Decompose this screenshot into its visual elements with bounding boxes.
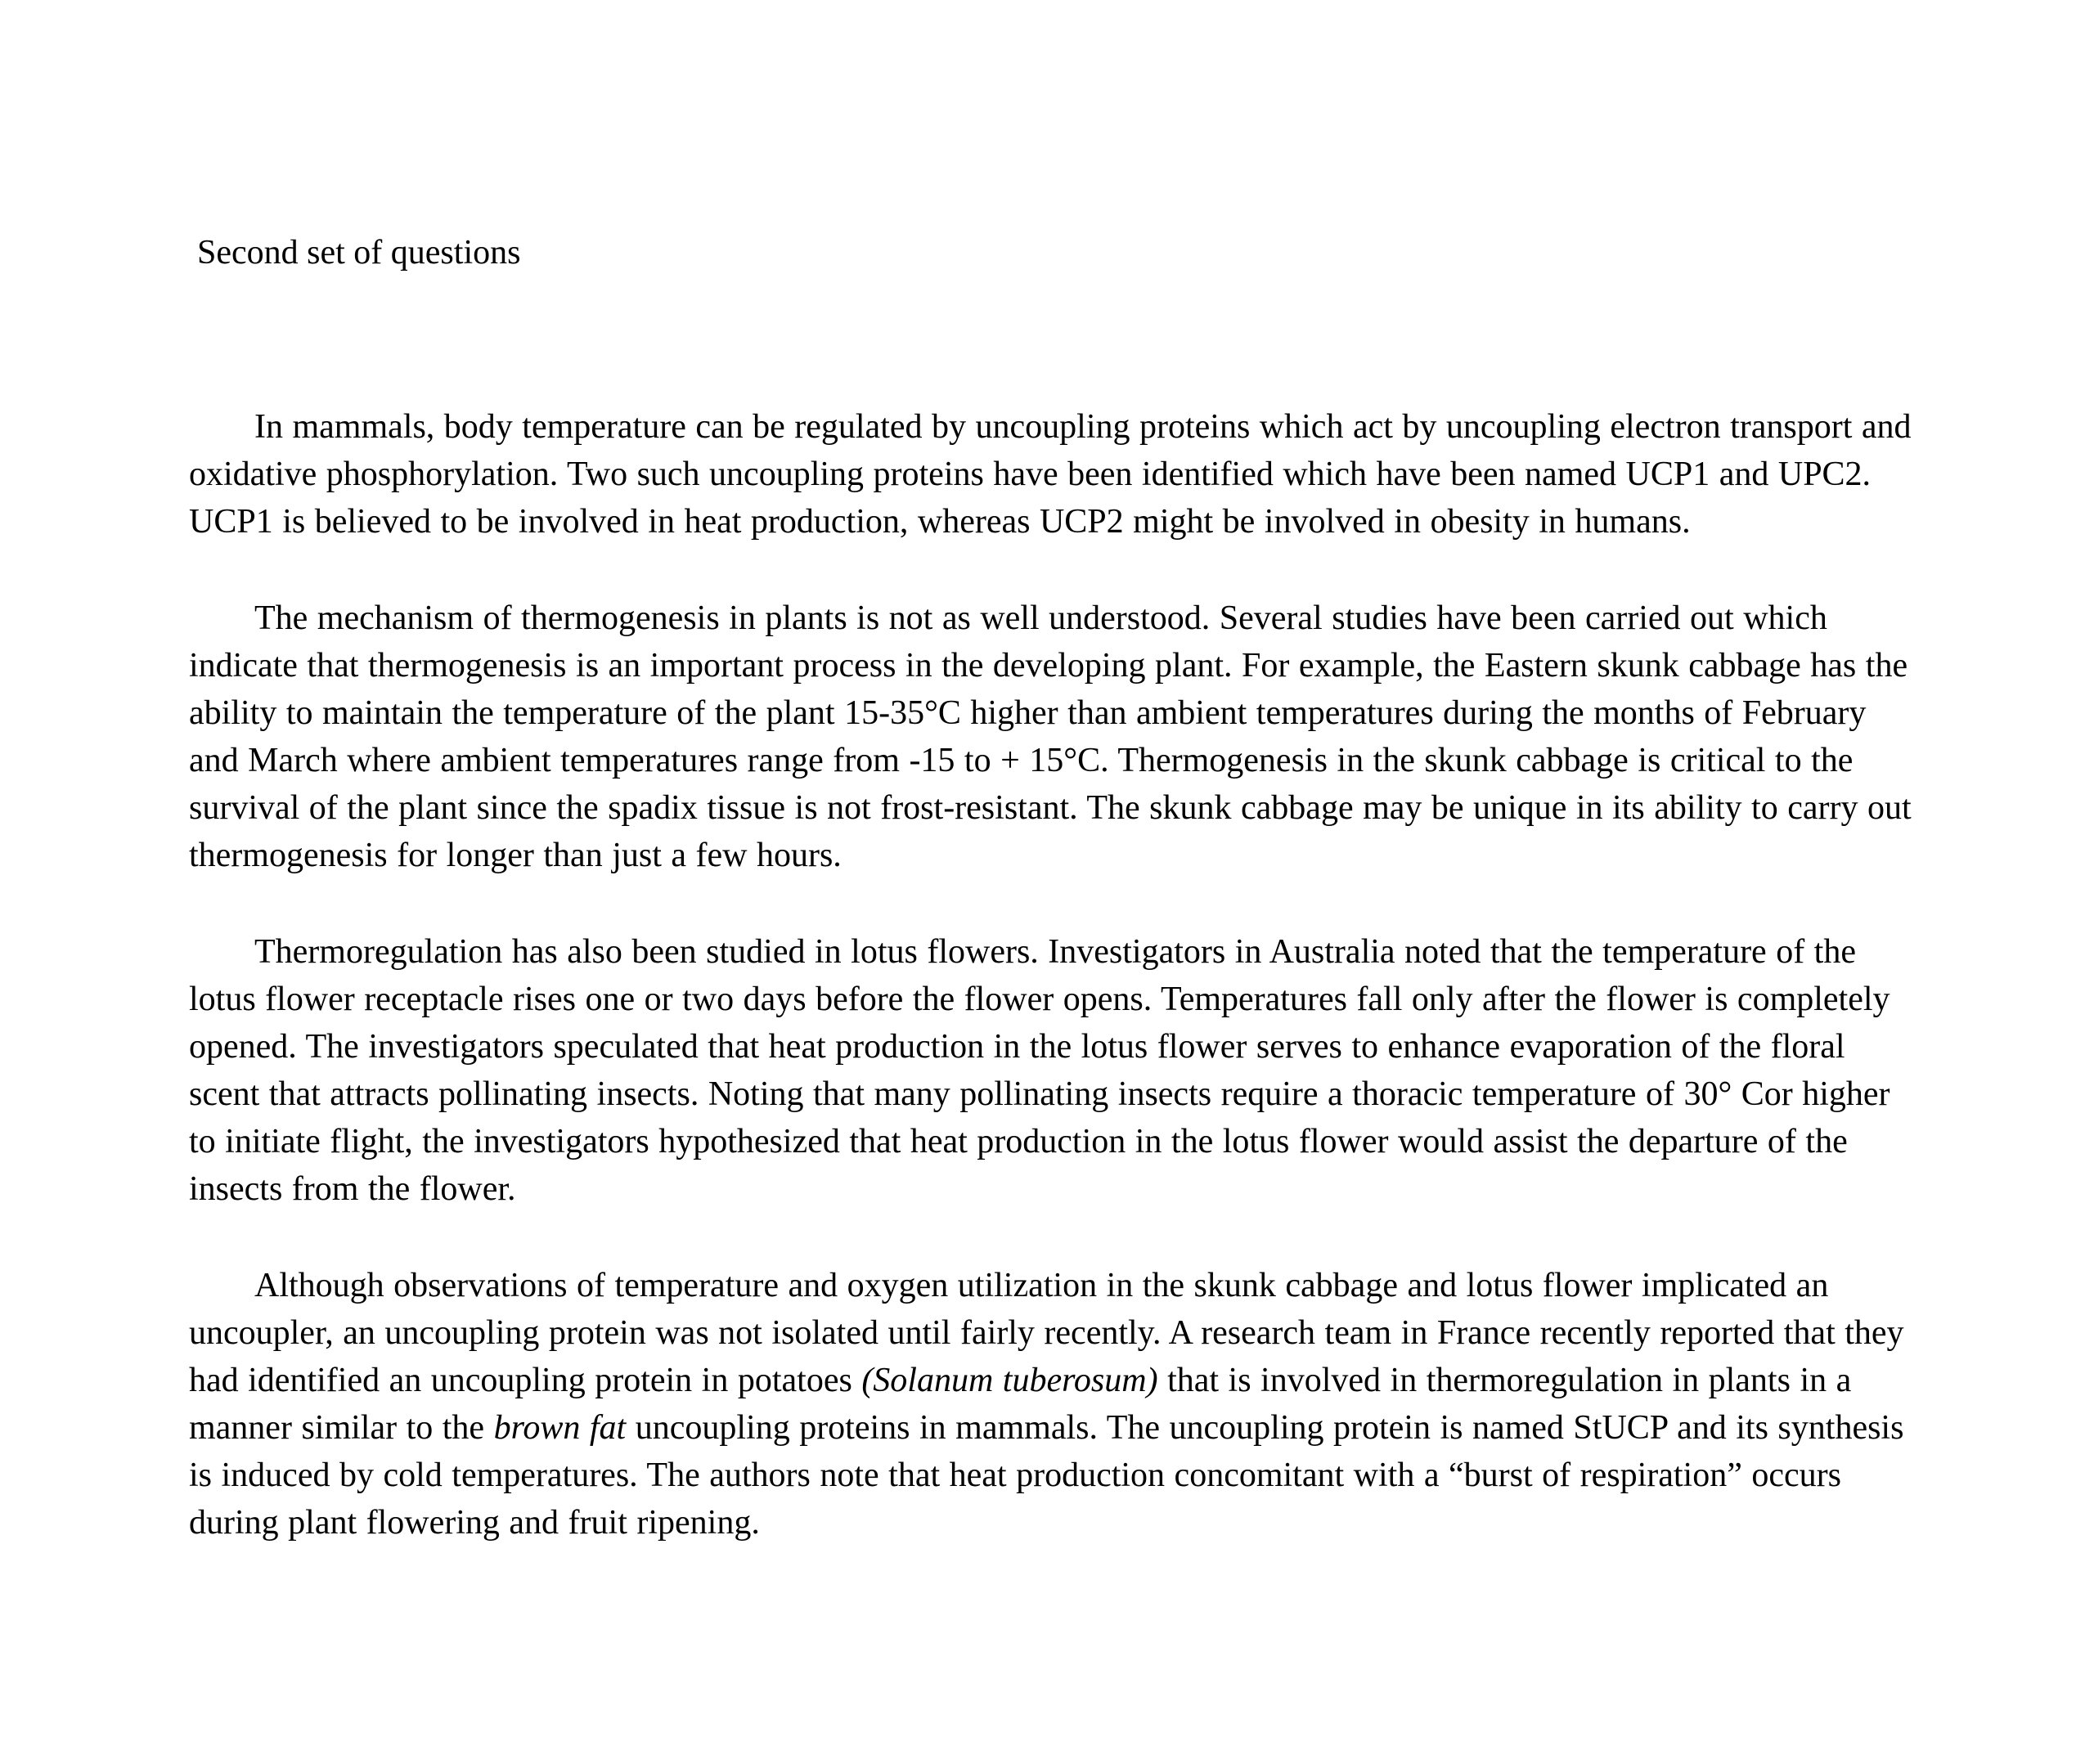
paragraph xyxy=(189,1262,1923,1546)
paragraph xyxy=(189,928,1923,1213)
document-title: Second set of questions xyxy=(197,234,521,272)
paragraph xyxy=(189,595,1923,879)
text-run: Although observations of temperature and oxygen utilization in the skunk cabbage and lotus flower implicated an uncoupler, an uncoupling protein was not isolated until fairly recently. A research team in France recently reported that they had identified an uncoupling protein in potatoes xyxy=(189,1267,1904,1399)
italic-text-run: (Solanum tuberosum) xyxy=(861,1362,1158,1399)
text-run: uncoupling proteins in mammals. The uncoupling protein is named StUCP and its synthesis is induced by cold temperatures. The authors note that heat production concomitant with a “burst of respiration” occurs during plant flowering and fruit ripening. xyxy=(189,1409,1904,1542)
text-run: that is involved in thermoregulation in plants in a manner similar to the xyxy=(189,1362,1852,1447)
text-run: In mammals, body temperature can be regulated by uncoupling proteins which act by uncoupling electron transport and oxidative phosphorylation. Two such uncoupling proteins have been identified which have been named UCP1 and UPC2. UCP1 is believed to be involved in heat production, whereas UCP2 might be involved in obesity in humans. xyxy=(189,408,1912,541)
italic-text-run: brown fat xyxy=(493,1409,627,1447)
document-body xyxy=(189,403,1923,1546)
text-run: The mechanism of thermogenesis in plants is not as well understood. Several studies have been carried out which indicate that thermogenesis is an important process in the developing plant. For example, the Eastern skunk cabbage has the ability to maintain the temperature of the plant 15-35°C higher than ambient temperatures during the months of February and March where ambient temperatures range from -15 to + 15°C. Thermogenesis in the skunk cabbage is critical to the survival of the plant since the spadix tissue is not frost-resistant. The skunk cabbage may be unique in its ability to carry out thermogenesis for longer than just a few hours. xyxy=(189,599,1912,874)
paragraph xyxy=(189,403,1923,545)
text-run: Thermoregulation has also been studied in lotus flowers. Investigators in Australia noted that the temperature of the lotus flower receptacle rises one or two days before the flower opens. Temperatures fall only after the flower is completely opened. The investigators speculated that heat production in the lotus flower serves to enhance evaporation of the floral scent that attracts pollinating insects. Noting that many pollinating insects require a thoracic temperature of 30° Cor higher to initiate flight, the investigators hypothesized that heat production in the lotus flower would assist the departure of the insects from the flower. xyxy=(189,933,1890,1208)
